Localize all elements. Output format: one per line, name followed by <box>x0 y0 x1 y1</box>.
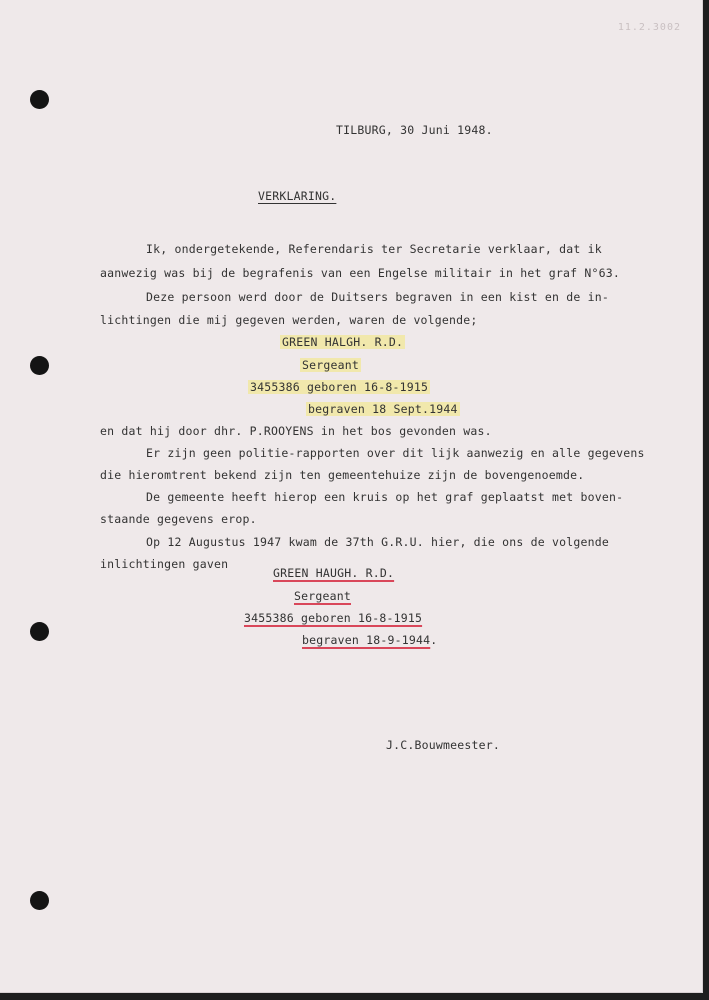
body-line: staande gegevens erop. <box>100 512 257 526</box>
body-line: en dat hij door dhr. P.ROOYENS in het bos gevonden was. <box>100 424 492 438</box>
body-line: die hieromtrent bekend zijn ten gemeentehuize zijn de bovengenoemde. <box>100 468 585 482</box>
place-date: TILBURG, 30 Juni 1948. <box>336 123 493 137</box>
signature: J.C.Bouwmeester. <box>386 738 500 752</box>
soldier-name: GREEN HALGH. R.D. <box>282 335 404 349</box>
gru-birth: 3455386 geboren 16-8-1915 <box>244 611 423 625</box>
punch-hole <box>30 891 49 910</box>
soldier-burial: begraven 18 Sept.1944 <box>308 402 458 416</box>
document-title: VERKLARING. <box>258 189 337 203</box>
gru-burial: begraven 18-9-1944 <box>302 633 431 647</box>
body-line: aanwezig was bij de begrafenis van een Engelse militair in het graf N°63. <box>100 266 621 280</box>
body-line: Op 12 Augustus 1947 kwam de 37th G.R.U. hier, die ons de volgende <box>146 535 610 549</box>
punch-hole <box>30 90 49 109</box>
body-line: Ik, ondergetekende, Referendaris ter Secretarie verklaar, dat ik <box>146 242 602 256</box>
archive-reference: 11.2.3002 <box>617 22 681 33</box>
body-line: De gemeente heeft hierop een kruis op het graf geplaatst met boven- <box>146 490 624 504</box>
gru-rank: Sergeant <box>294 589 351 603</box>
punch-hole <box>30 356 49 375</box>
gru-name: GREEN HAUGH. R.D. <box>273 566 395 580</box>
body-line: lichtingen die mij gegeven werden, waren de volgende; <box>100 313 478 327</box>
punch-hole <box>30 622 49 641</box>
body-line: inlichtingen gaven <box>100 557 229 571</box>
soldier-birth: 3455386 geboren 16-8-1915 <box>250 380 429 394</box>
body-line: Er zijn geen politie-rapporten over dit lijk aanwezig en alle gegevens <box>146 446 645 460</box>
body-line: Deze persoon werd door de Duitsers begraven in een kist en de in- <box>146 290 610 304</box>
soldier-rank: Sergeant <box>302 358 359 372</box>
gru-burial-period: . <box>430 633 438 647</box>
